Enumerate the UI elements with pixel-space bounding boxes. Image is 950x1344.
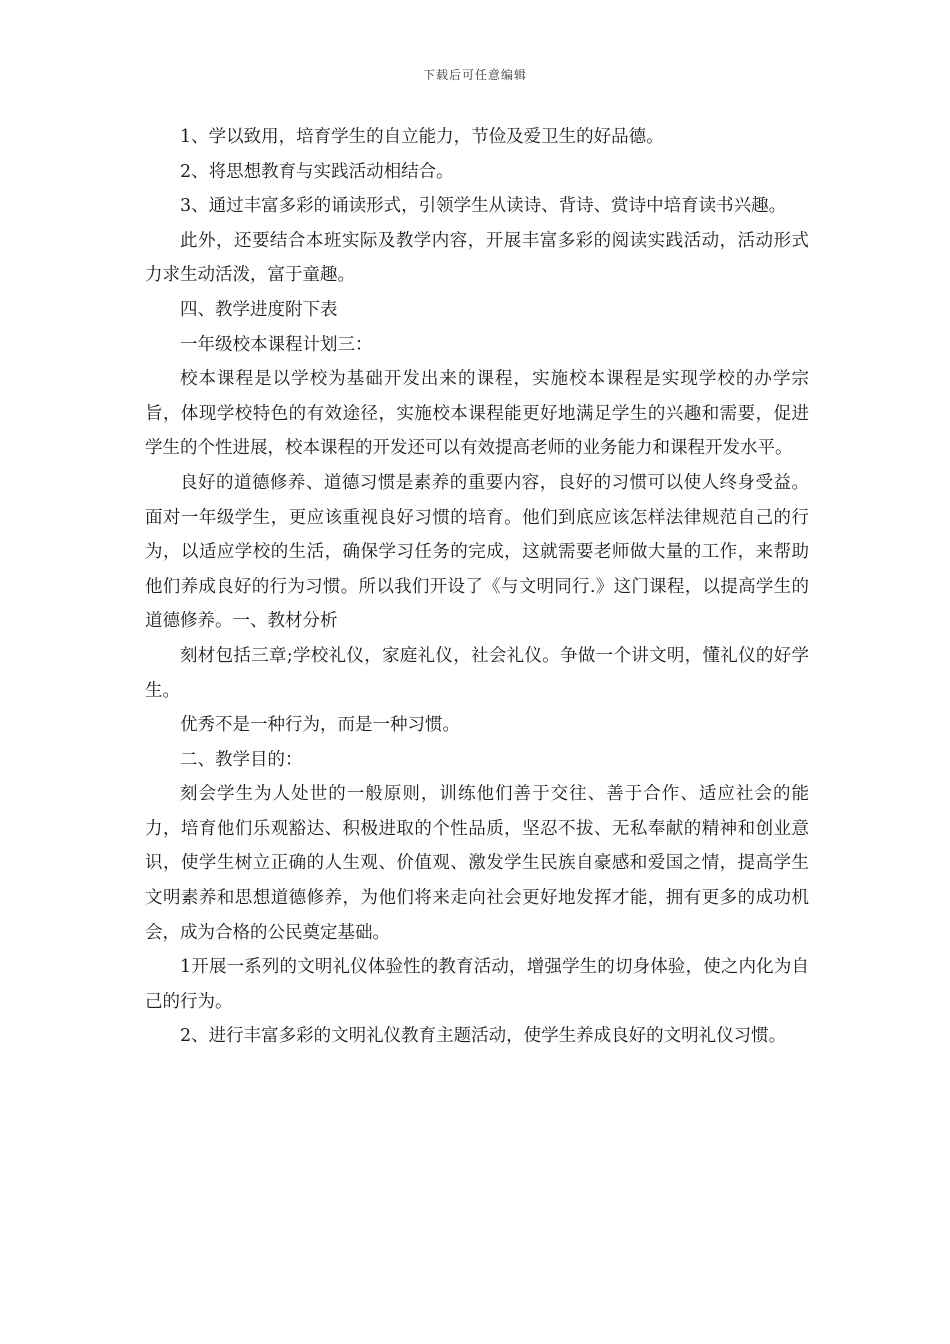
paragraph-11: 2、进行丰富多彩的文明礼仪教育主题活动，使学生养成良好的文明礼仪习惯。: [180, 1026, 787, 1047]
paragraph-8: 优秀不是一种行为，而是一种习惯。: [180, 715, 460, 736]
section-heading-schedule: 四、教学进度附下表: [180, 299, 338, 320]
paragraph-7: 刻材包括三章;学校礼仪，家庭礼仪，社会礼仪。争做一个讲文明，懂礼仪的好学生。: [145, 645, 809, 701]
paragraph-1: 1、学以致用，培育学生的自立能力，节俭及爱卫生的好品德。: [180, 127, 664, 147]
section-heading-plan-three: 一年级校本课程计划三：: [180, 334, 373, 355]
paragraph-3: 3、通过丰富多彩的诵读形式，引领学生从读诗、背诗、赏诗中培育读书兴趣。: [180, 196, 787, 217]
paragraph-10: 1开展一系列的文明礼仪体验性的教育活动，增强学生的切身体验，使之内化为自己的行为。: [145, 957, 809, 1012]
paragraph-2: 2、将思想教育与实践活动相结合。: [180, 161, 454, 182]
paragraph-5: 校本课程是以学校为基础开发出来的课程，实施校本课程是实现学校的办学宗旨，体现学校特色的有效途径，实施校本课程能更好地满足学生的兴趣和需要，促进学生的个性进展，校本课程的开发还可以有效提高老师的业务能力和课程开发水平。: [145, 369, 809, 459]
document-body: [145, 120, 809, 1054]
section-heading-goals: 二、教学目的：: [180, 749, 303, 770]
paragraph-9: 刻会学生为人处世的一般原则，训练他们善于交往、善于合作、适应社会的能力，培育他们乐观豁达、积极进取的个性品质，坚忍不拔、无私奉献的精神和创业意识，使学生树立正确的人生观、价值观、激发学生民族自豪感和爱国之情，提高学生文明素养和思想道德修养，为他们将来走向社会更好地发挥才能，拥有更多的成功机会，成为合格的公民奠定基础。: [145, 784, 809, 943]
paragraph-6: 良好的道德修养、道德习惯是素养的重要内容，良好的习惯可以使人终身受益。面对一年级学生，更应该重视良好习惯的培育。他们到底应该怎样法律规范自己的行为，以适应学校的生活，确保学习任务的完成，这就需要老师做大量的工作，来帮助他们养成良好的行为习惯。所以我们开设了《与文明同行.》这门课程，以提高学生的道德修养。一、教材分析: [145, 472, 809, 632]
header-note: 下载后可任意编辑: [422, 68, 527, 82]
paragraph-4: 此外，还要结合本班实际及教学内容，开展丰富多彩的阅读实践活动，活动形式力求生动活泼，富于童趣。: [145, 230, 809, 286]
